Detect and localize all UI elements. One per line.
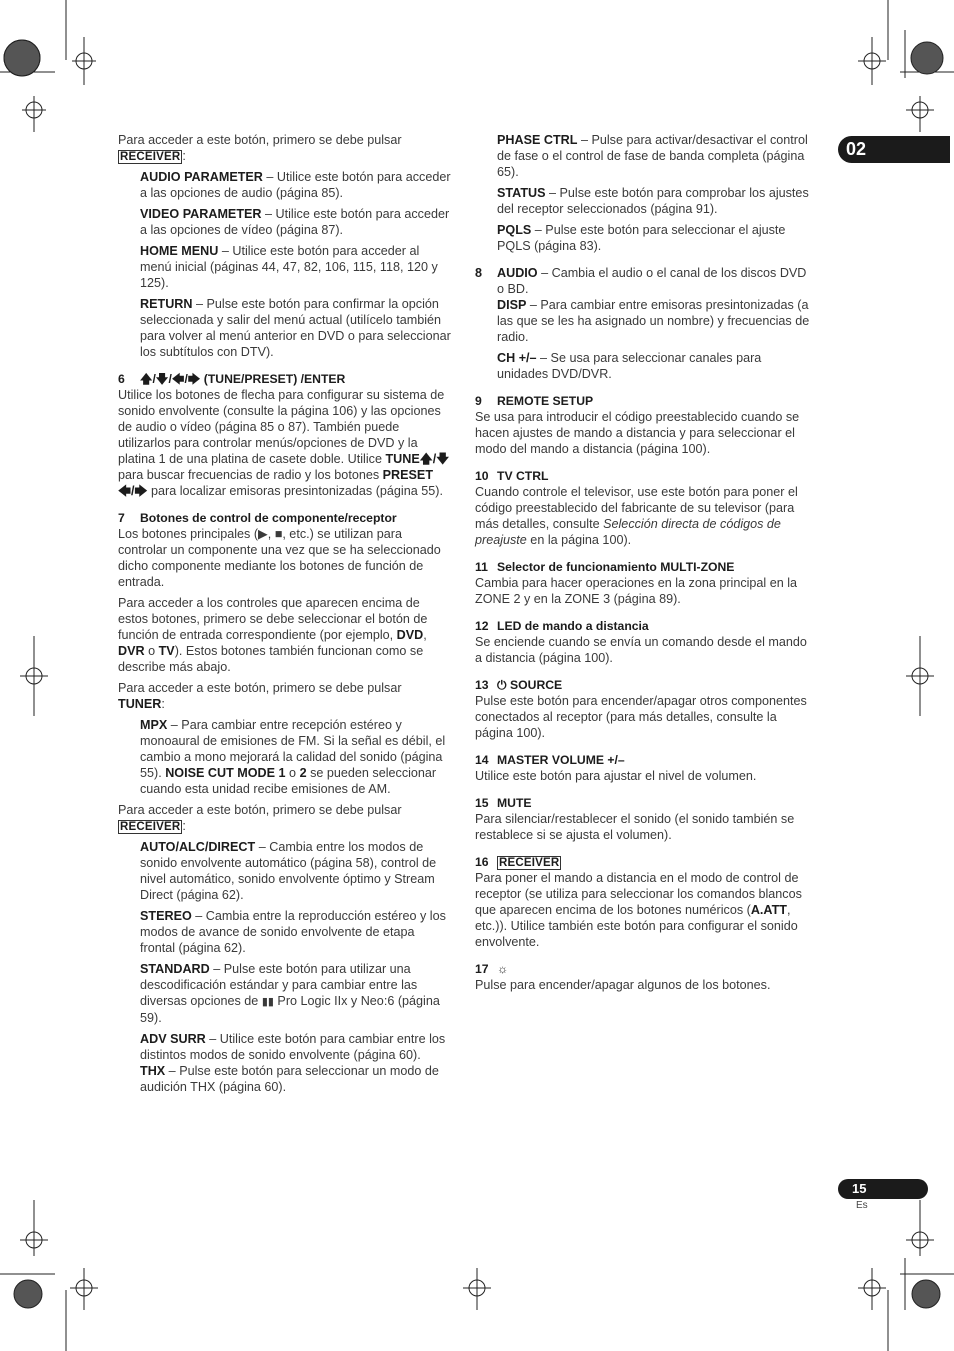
- arrow-up-icon: 🡅: [140, 372, 153, 386]
- label: TUNE: [385, 452, 420, 466]
- section-number: 16: [475, 855, 489, 869]
- section-title: REMOTE SETUP: [497, 394, 594, 408]
- item-disp: [497, 297, 811, 345]
- section-8: [475, 265, 811, 382]
- arrow-left-icon: 🡄: [171, 372, 185, 386]
- text: Para acceder a los controles que aparecen encima de estos botones, primero se debe seleccionar el botón de función de entrada correspondiente (por ejemplo,: [118, 596, 428, 642]
- text: , etc.)). Utilice también este botón para configurar el sonido envolvente.: [475, 903, 798, 949]
- section-14-text: Utilice este botón para ajustar el nivel de volumen.: [475, 769, 757, 783]
- item-adv-surr: [140, 1031, 452, 1063]
- right-column: [475, 132, 811, 998]
- section-15-heading: [475, 795, 811, 811]
- text: – Cambia entre la reproducción estéreo y los modos de avance de sonido envolvente de etapa frontal (página 62).: [140, 909, 446, 955]
- section-10-text: [475, 484, 811, 548]
- label: A.ATT: [750, 903, 787, 917]
- text: , etc.) se utilizan para controlar un componente una vez que se ha seleccionado dicho componente mediante los botones de función de entrada.: [118, 527, 441, 589]
- section-title: (TUNE/PRESET) /ENTER: [200, 372, 346, 386]
- paragraph: Para acceder a este botón, primero se debe pulsar RECEIVER :: [118, 803, 402, 833]
- text: Los botones principales (: [118, 527, 259, 541]
- section-title: Selector de funcionamiento MULTI-ZONE: [497, 560, 735, 574]
- label: AUTO/ALC/DIRECT: [140, 840, 256, 854]
- section-12-heading: [475, 618, 811, 634]
- section-title: LED de mando a distancia: [497, 619, 649, 633]
- dolby-logo-icon: ▮▮: [261, 996, 274, 1008]
- left-column: [118, 132, 452, 1100]
- text: – Pulse este botón para comprobar los ajustes del receptor seleccionados (página 91).: [497, 186, 809, 216]
- section-number: 13: [475, 678, 489, 692]
- label: ADV SURR: [140, 1032, 206, 1046]
- label: MPX: [140, 718, 168, 732]
- section-number: 14: [475, 753, 489, 767]
- label: STATUS: [497, 186, 546, 200]
- label: AUDIO PARAMETER: [140, 170, 263, 184]
- text: Utilice los botones de flecha para configurar su sistema de sonido envolvente (consulte la página 106) y las opciones de audio o vídeo (página 85 o 87). También puede utilizarlos para controlar menús/opciones de DVD y la platina 1 de una platina de casete doble. Utilice: [118, 388, 445, 466]
- label: PQLS: [497, 223, 532, 237]
- section-title: MASTER VOLUME +/–: [497, 753, 625, 767]
- item-home-menu: [140, 243, 452, 291]
- section-9-text: Se usa para introducir el código preestablecido cuando se hacen ajustes de mando a distancia y para seleccionar el modo del mando a distancia (página 100).: [475, 410, 800, 456]
- text: – Pulse para activar/desactivar el control de fase o el control de fase de banda completa (página 65).: [497, 133, 808, 179]
- section-9-heading: [475, 393, 811, 409]
- paragraph: [118, 132, 452, 164]
- label: STEREO: [140, 909, 192, 923]
- text: Para acceder a este botón, primero se debe pulsar: [118, 133, 402, 147]
- section-number: 9: [475, 394, 482, 408]
- section-11-heading: [475, 559, 811, 575]
- item-stereo: [140, 908, 452, 956]
- text: – Cambia el audio o el canal de los discos DVD o BD.: [497, 266, 807, 296]
- play-icon: ▶: [258, 527, 268, 541]
- text: ). Estos botones también funcionan como se describe más abajo.: [118, 644, 424, 674]
- section-number: 6: [118, 372, 125, 386]
- text: – Para cambiar entre emisoras presintonizadas (a las que se les ha asignado un nombre) y frecuencias de radio.: [497, 298, 810, 344]
- section-14-heading: [475, 752, 811, 768]
- label: PRESET: [382, 468, 434, 482]
- label: STANDARD: [140, 962, 210, 976]
- section-title: TV CTRL: [497, 469, 549, 483]
- text: Para acceder a este botón, primero se debe pulsar: [118, 681, 402, 695]
- arrow-right-icon: 🡆: [187, 372, 201, 386]
- item-standard: [140, 961, 452, 1026]
- section-number: 17: [475, 962, 489, 976]
- item-return: [140, 296, 452, 360]
- section-6-heading: 6 🡅/🡇/🡄/🡆 (TUNE/PRESET) /ENTER: [118, 372, 346, 386]
- section-11-text: Cambia para hacer operaciones en la zona principal en la ZONE 2 y en la ZONE 3 (página 89).: [475, 576, 798, 606]
- text: – Pulse este botón para utilizar una descodificación estándar y para cambiar entre las diversas opciones de: [140, 962, 418, 1008]
- label: TUNER: [118, 697, 162, 711]
- text: – Utilice este botón para acceder a las opciones de audio (página 85).: [140, 170, 451, 200]
- label: DISP: [497, 298, 527, 312]
- text: Pro Logic IIx y Neo:6 (página 59).: [140, 994, 440, 1025]
- text: se pueden seleccionar cuando esta unidad recibe emisiones de AM.: [140, 766, 437, 796]
- item-phase-ctrl: [497, 132, 811, 180]
- section-10-heading: [475, 468, 811, 484]
- text: para localizar emisoras presintonizadas (página 55).: [147, 484, 443, 498]
- section-16-heading: [475, 854, 811, 870]
- receiver-key: RECEIVER: [120, 821, 181, 833]
- language-code: Es: [856, 1200, 868, 1211]
- text: – Pulse este botón para confirmar la opción seleccionada y salir del menú actual (utilícelo también para volver al menú anterior en DVD o para seleccionar los subtítulos con DTV).: [140, 297, 451, 359]
- text: Selección directa de códigos de preajuste: [475, 517, 781, 547]
- section-17-text: Pulse para encender/apagar algunos de los botones.: [475, 978, 771, 992]
- section-title: MUTE: [497, 796, 532, 810]
- arrow-down-icon: 🡇: [155, 372, 169, 386]
- section-number: 7: [118, 511, 125, 525]
- arrow-down-icon: 🡇: [436, 452, 450, 466]
- item-video-parameter: [140, 206, 452, 238]
- section-13-heading: [475, 677, 811, 693]
- label: RETURN: [140, 297, 193, 311]
- text: – Utilice este botón para acceder a las opciones de vídeo (página 87).: [140, 207, 450, 237]
- section-7-text-2: Para acceder a los controles que aparecen encima de estos botones, primero se debe seleccionar el botón de función de entrada correspondiente (por ejemplo, DVD, DVR o TV). Estos botones también funcionan como se describe más abajo.: [118, 596, 428, 674]
- stop-icon: ■: [274, 527, 283, 541]
- section-16-text: [475, 870, 811, 950]
- item-audio-parameter: [140, 169, 452, 201]
- label: DVR: [118, 644, 145, 658]
- arrow-up-icon: 🡅: [419, 452, 433, 466]
- section-title: SOURCE: [510, 678, 563, 692]
- section-number: 8: [475, 266, 483, 280]
- label: 2: [299, 766, 307, 780]
- text: – Utilice este botón para acceder al menú inicial (páginas 44, 47, 82, 106, 115, 118, 120 y 125).: [140, 244, 438, 290]
- label: PHASE CTRL: [497, 133, 578, 147]
- text: o: [144, 644, 159, 658]
- label: TV: [158, 644, 175, 658]
- text: – Utilice este botón para cambiar entre los distintos modos de sonido envolvente (página 60).: [140, 1032, 446, 1062]
- section-number: 11: [475, 560, 488, 574]
- section-15-text: Para silenciar/restablecer el sonido (el sonido también se restablece si se ajusta el volumen).: [475, 812, 795, 842]
- label: NOISE CUT MODE 1: [165, 766, 286, 780]
- page-number: 15: [838, 1179, 928, 1199]
- item-auto-alc-direct: [140, 839, 452, 903]
- text: o: [285, 766, 300, 780]
- item-status: [497, 185, 811, 217]
- text: Para poner el mando a distancia en el modo de control de receptor (se utiliza para seleccionar los comandos blancos que aparecen encima de los botones numéricos (: [475, 871, 802, 917]
- section-7-heading: [118, 510, 452, 526]
- item-audio: [497, 265, 811, 297]
- label: THX: [140, 1064, 166, 1078]
- text: en la página 100).: [526, 533, 632, 547]
- text: – Cambia entre los modos de sonido envolvente automático (página 58), control de nivel automático, sonido envolvente óptimo y Stream Direct (página 62).: [140, 840, 437, 902]
- text: – Pulse este botón para seleccionar un modo de audición THX (página 60).: [140, 1064, 439, 1094]
- text: – Pulse este botón para seleccionar el ajuste PQLS (página 83).: [497, 223, 786, 253]
- section-number: 12: [475, 619, 489, 633]
- section-title: Botones de control de componente/receptor: [140, 511, 397, 525]
- section-7-text-1: Los botones principales (▶, ■, etc.) se utilizan para controlar un componente una vez que se ha seleccionado dicho componente mediante los botones de función de entrada.: [118, 527, 441, 589]
- item-pqls: [497, 222, 811, 254]
- section-7-text-3: Para acceder a este botón, primero se debe pulsar TUNER:: [118, 681, 402, 711]
- receiver-key: RECEIVER: [499, 857, 560, 869]
- item-mpx: [140, 717, 452, 797]
- section-12-text: Se enciende cuando se envía un comando desde el mando a distancia (página 100).: [475, 635, 807, 665]
- text: Para acceder a este botón, primero se debe pulsar: [118, 803, 402, 817]
- text: Cuando controle el televisor, use este botón para poner el código preestablecido del fabricante de su televisor (para más detalles, consulte: [475, 485, 798, 531]
- standby-power-icon: ⏻: [497, 678, 507, 692]
- label: CH +/–: [497, 351, 537, 365]
- text: – Se usa para seleccionar canales para unidades DVD/DVR.: [497, 351, 762, 381]
- label: VIDEO PARAMETER: [140, 207, 262, 221]
- arrow-left-icon: 🡄: [118, 484, 132, 498]
- chapter-tab: 02: [838, 136, 950, 163]
- text: para buscar frecuencias de radio y los botones: [118, 468, 383, 482]
- label: HOME MENU: [140, 244, 219, 258]
- section-13-text: Pulse este botón para encender/apagar otros componentes conectados al receptor (para más detalles, consulte la página 100).: [475, 694, 807, 740]
- text: :: [182, 149, 186, 163]
- arrow-right-icon: 🡆: [134, 484, 148, 498]
- item-ch: [497, 350, 811, 382]
- receiver-key: RECEIVER: [120, 151, 181, 163]
- section-6-text: Utilice los botones de flecha para configurar su sistema de sonido envolvente (consulte la página 106) y las opciones de audio o vídeo (página 85 o 87). También puede utilizarlos para controlar menús/opciones de DVD y la platina 1 de una platina de casete doble. Utilice TUNE🡅/🡇 para buscar frecuencias de radio y los botones PRESET 🡄/🡆 para localizar emisoras presintonizadas (página 55).: [118, 388, 450, 498]
- text: – Para cambiar entre recepción estéreo y monoaural de emisiones de FM. Si la señal es débil, el cambio a mono mejorará la calidad del sonido (página 55).: [140, 718, 446, 780]
- section-17-heading: [475, 961, 811, 977]
- label: DVD: [396, 628, 424, 642]
- item-thx: [140, 1063, 452, 1095]
- section-number: 15: [475, 796, 489, 810]
- section-number: 10: [475, 469, 489, 483]
- light-icon: ☼: [497, 962, 509, 976]
- label: AUDIO: [497, 266, 538, 280]
